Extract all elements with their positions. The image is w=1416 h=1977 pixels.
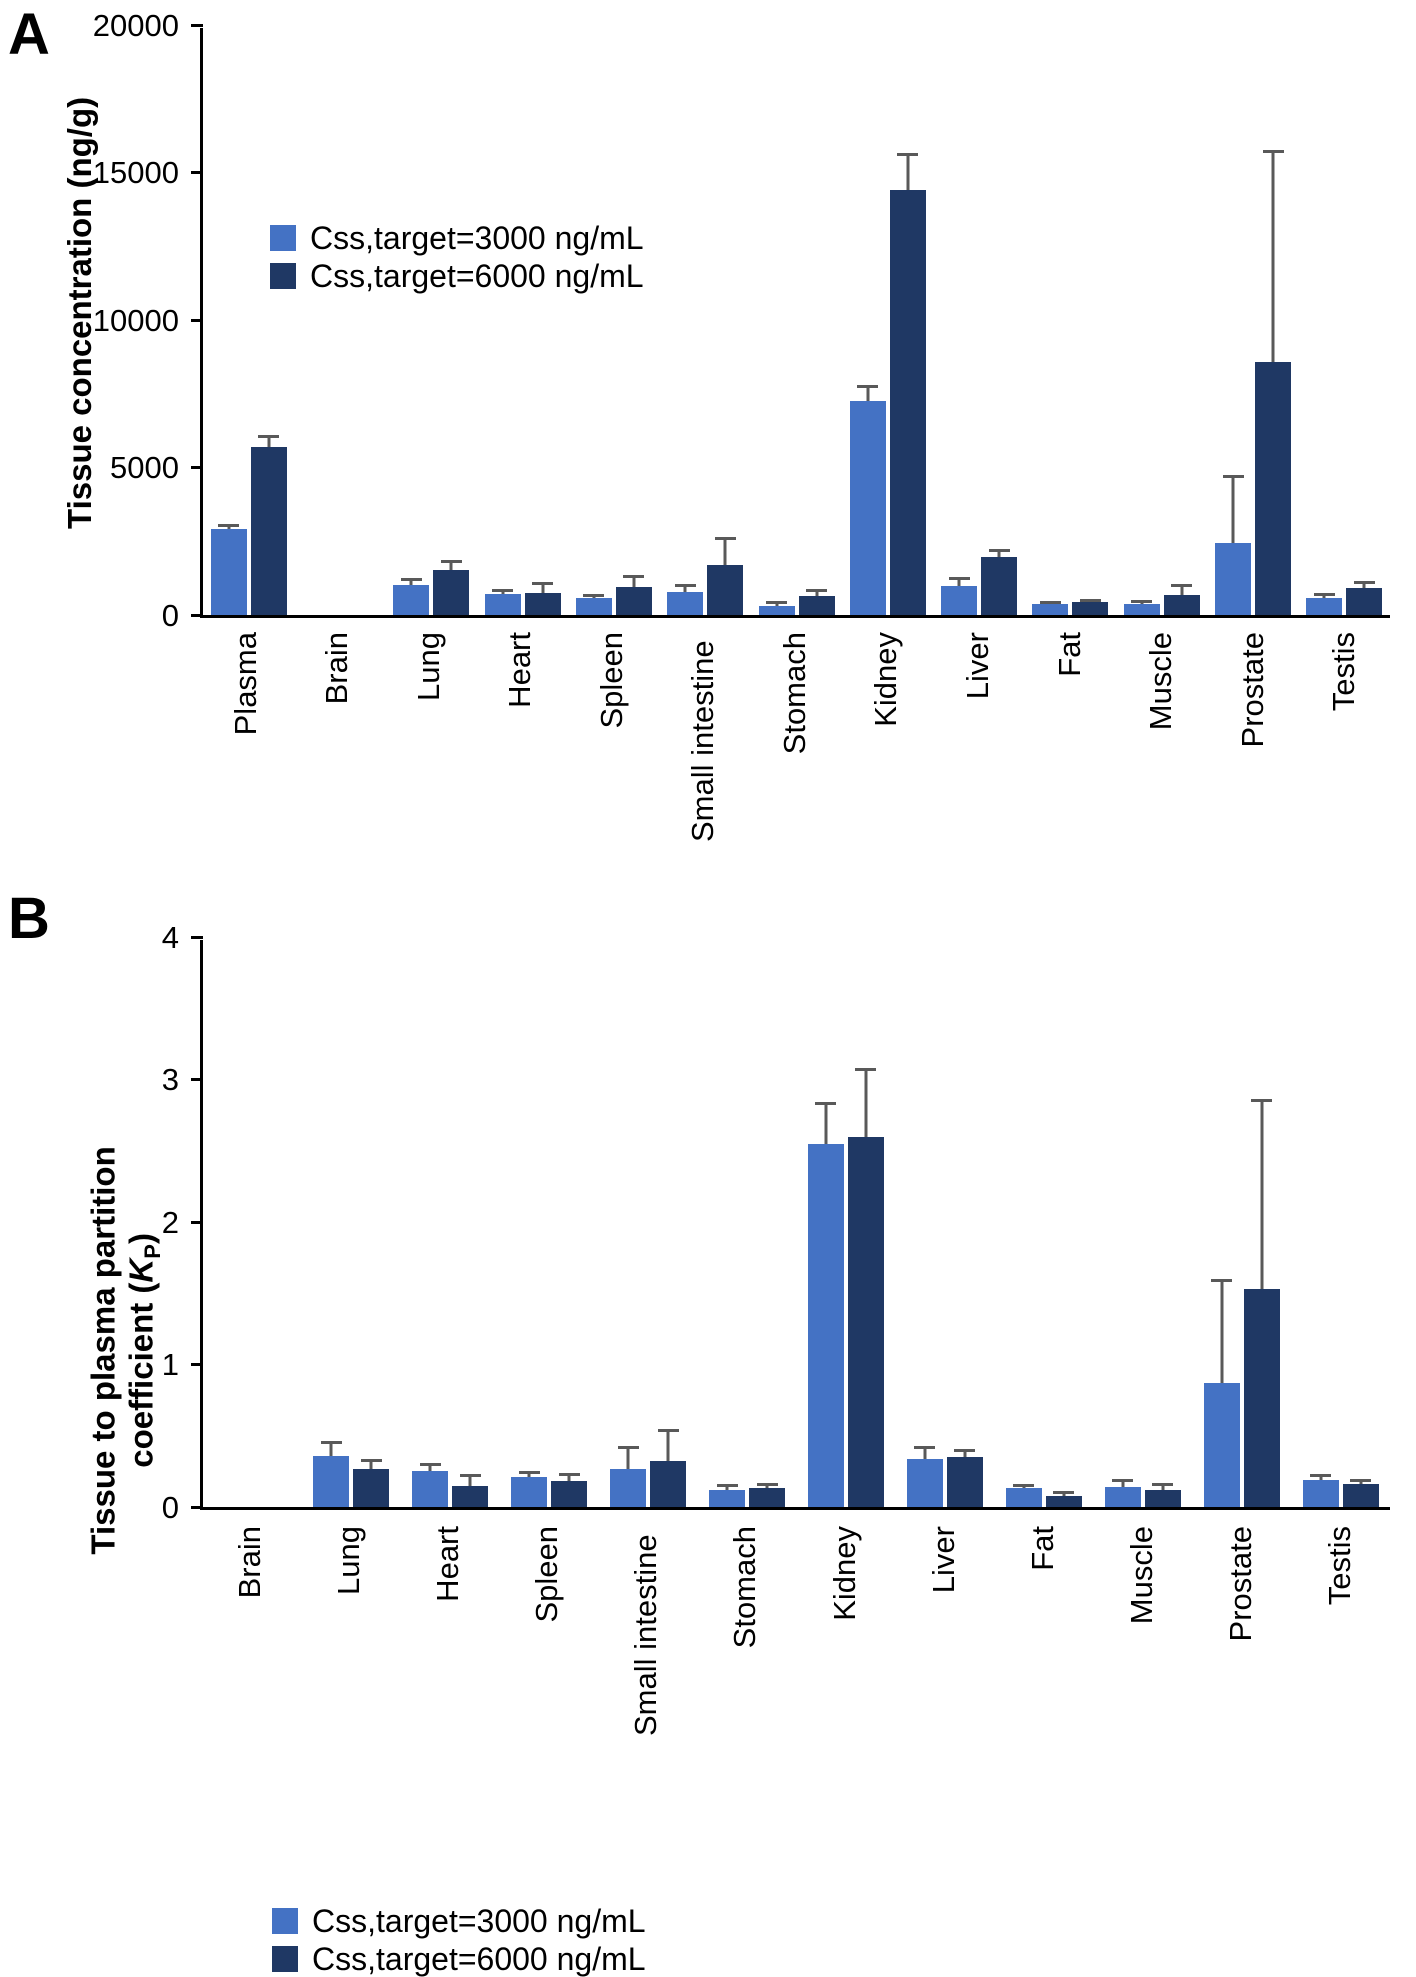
error-bar: [627, 1446, 630, 1469]
error-bar: [1121, 1479, 1124, 1488]
bar: [1164, 595, 1200, 615]
error-bar: [1232, 475, 1235, 543]
error-bar: [632, 575, 635, 587]
bar-group: [500, 940, 599, 1507]
error-bar: [726, 1484, 729, 1490]
bar-group: [203, 28, 294, 615]
bar-wrapper: [610, 940, 646, 1507]
error-bar: [429, 1463, 432, 1472]
x-tick-label: Lung: [410, 632, 446, 701]
x-tick-label-cell: [1115, 626, 1207, 856]
y-tick-label: 1: [161, 1347, 179, 1382]
bar-wrapper: [749, 940, 785, 1507]
x-tick-label: Heart: [502, 632, 538, 708]
bar: [1255, 362, 1291, 615]
error-bar: [1180, 584, 1183, 596]
error-bar: [775, 601, 778, 606]
bar-wrapper: [667, 28, 703, 615]
x-tick-label: Liver: [959, 632, 995, 700]
error-bar: [1089, 599, 1092, 602]
bar-group: [294, 28, 385, 615]
bar: [1046, 1496, 1082, 1507]
bar-wrapper: [850, 28, 886, 615]
bar: [667, 592, 703, 615]
x-tick-label: Liver: [925, 1526, 961, 1594]
error-bar: [1062, 1491, 1065, 1495]
bar: [353, 1469, 389, 1507]
panel-a-x-tick-labels: [200, 626, 1390, 856]
bar-group: [1299, 28, 1390, 615]
y-tick-mark: [191, 1221, 203, 1224]
bar-wrapper: [313, 940, 349, 1507]
bar-group: [842, 28, 933, 615]
error-bar: [1323, 593, 1326, 598]
error-bar: [963, 1449, 966, 1458]
bar-group: [1291, 940, 1390, 1507]
y-tick-mark: [191, 936, 203, 939]
bar-wrapper: [707, 28, 743, 615]
x-tick-label: Muscle: [1143, 632, 1179, 731]
bar-group: [660, 28, 751, 615]
bar: [890, 190, 926, 615]
x-tick-label-cell: [1298, 626, 1390, 856]
bar-group: [1093, 940, 1192, 1507]
bar-wrapper: [907, 940, 943, 1507]
x-tick-label: Testis: [1322, 1526, 1358, 1606]
bar-wrapper: [981, 28, 1017, 615]
error-bar: [1319, 1474, 1322, 1480]
bar: [551, 1481, 587, 1507]
bar-wrapper: [452, 940, 488, 1507]
x-tick-label: Brain: [319, 632, 355, 705]
error-bar: [667, 1429, 670, 1462]
y-tick-mark: [191, 1363, 203, 1366]
bar: [576, 598, 612, 615]
bar: [759, 606, 795, 615]
x-tick-label-cell: [1291, 1520, 1390, 1750]
bar-wrapper: [1072, 28, 1108, 615]
bar-wrapper: [1204, 940, 1240, 1507]
x-tick-label-cell: [1092, 1520, 1191, 1750]
bar-wrapper: [890, 28, 926, 615]
bar-wrapper: [214, 940, 250, 1507]
x-tick-label-cell: [200, 626, 292, 856]
bar-group: [477, 28, 568, 615]
legend-swatch: [270, 263, 296, 289]
x-tick-label: Heart: [429, 1526, 465, 1602]
bar-wrapper: [302, 28, 338, 615]
panel-b-legend: [272, 1905, 646, 1975]
bar: [1072, 602, 1108, 615]
bar-wrapper: [1255, 28, 1291, 615]
x-tick-label: Kidney: [826, 1526, 862, 1621]
error-bar: [906, 153, 909, 190]
bar-group: [1207, 28, 1298, 615]
panel-a-legend: [270, 222, 644, 292]
legend-item: [270, 222, 644, 254]
error-bar: [501, 589, 504, 594]
bar: [511, 1477, 547, 1507]
bar: [981, 557, 1017, 615]
bar: [393, 585, 429, 615]
bar: [848, 1137, 884, 1508]
bar-wrapper: [1164, 28, 1200, 615]
bar: [1145, 1490, 1181, 1507]
error-bar: [815, 589, 818, 595]
bar-group: [1025, 28, 1116, 615]
bar: [947, 1457, 983, 1507]
x-tick-label-cell: [993, 1520, 1092, 1750]
bar: [485, 594, 521, 615]
x-tick-label: Stomach: [727, 1526, 763, 1649]
y-tick-mark: [191, 24, 203, 27]
bar-group: [797, 940, 896, 1507]
x-tick-label-cell: [749, 626, 841, 856]
bar-wrapper: [485, 28, 521, 615]
bar-group: [1192, 940, 1291, 1507]
error-bar: [1140, 600, 1143, 604]
x-tick-label-cell: [894, 1520, 993, 1750]
bar-wrapper: [616, 28, 652, 615]
bar-wrapper: [1032, 28, 1068, 615]
bar: [941, 586, 977, 616]
bar-wrapper: [551, 940, 587, 1507]
bar: [313, 1456, 349, 1507]
legend-item: [270, 260, 644, 292]
y-tick-label: 0: [161, 597, 179, 633]
x-tick-label: Plasma: [227, 632, 263, 736]
error-bar: [866, 385, 869, 402]
legend-item: [272, 1943, 646, 1975]
error-bar: [469, 1474, 472, 1485]
y-tick-mark: [191, 1506, 203, 1509]
x-tick-label-cell: [932, 626, 1024, 856]
bar-wrapper: [1343, 940, 1379, 1507]
bar-wrapper: [650, 940, 686, 1507]
bar: [211, 529, 247, 615]
bar-wrapper: [393, 28, 429, 615]
x-tick-label-cell: [696, 1520, 795, 1750]
bar-wrapper: [251, 28, 287, 615]
bar-wrapper: [1124, 28, 1160, 615]
error-bar: [330, 1441, 333, 1455]
bar: [850, 401, 886, 615]
bar-wrapper: [254, 940, 290, 1507]
error-bar: [592, 594, 595, 598]
x-tick-label: Lung: [330, 1526, 366, 1595]
legend-label: Css,target=3000 ng/mL: [312, 1903, 646, 1939]
panel-a-plot-area: [92, 7, 1390, 633]
bar: [749, 1488, 785, 1507]
error-bar: [1220, 1279, 1223, 1383]
y-tick-mark: [191, 171, 203, 174]
error-bar: [824, 1102, 827, 1143]
y-tick-label: 2: [161, 1204, 179, 1240]
error-bar: [227, 524, 230, 529]
x-tick-label: Spleen: [593, 632, 629, 729]
bar-wrapper: [342, 28, 378, 615]
bar-wrapper: [353, 940, 389, 1507]
error-bar: [1363, 581, 1366, 587]
y-tick-label: 4: [161, 919, 179, 955]
error-bar: [1272, 150, 1275, 362]
x-tick-label-cell: [475, 626, 567, 856]
x-tick-label-cell: [200, 1520, 299, 1750]
error-bar: [1161, 1483, 1164, 1490]
bar-wrapper: [1105, 940, 1141, 1507]
bar-group: [698, 940, 797, 1507]
bar-wrapper: [808, 940, 844, 1507]
bar: [1105, 1487, 1141, 1507]
bar-wrapper: [1303, 940, 1339, 1507]
error-bar: [1022, 1484, 1025, 1488]
bar-wrapper: [941, 28, 977, 615]
y-tick-label: 0: [161, 1489, 179, 1525]
bar: [707, 565, 743, 615]
x-tick-label-cell: [658, 626, 750, 856]
bar-wrapper: [211, 28, 247, 615]
bar: [907, 1459, 943, 1507]
bar: [1006, 1488, 1042, 1507]
bar-wrapper: [511, 940, 547, 1507]
bar-group: [302, 940, 401, 1507]
bar-group: [934, 28, 1025, 615]
bar: [1346, 588, 1382, 615]
error-bar: [370, 1459, 373, 1469]
x-tick-label: Spleen: [529, 1526, 564, 1623]
y-tick-mark: [191, 466, 203, 469]
y-tick-label: 3: [161, 1062, 179, 1097]
bar-group: [994, 940, 1093, 1507]
panel-a-bars: [203, 28, 1390, 615]
bar-wrapper: [947, 940, 983, 1507]
x-tick-label-cell: [1192, 1520, 1291, 1750]
x-tick-label-cell: [398, 1520, 497, 1750]
bar: [1303, 1480, 1339, 1507]
x-tick-label: Muscle: [1123, 1526, 1159, 1625]
x-tick-label-cell: [795, 1520, 894, 1750]
bar-wrapper: [433, 28, 469, 615]
bar-group: [203, 940, 302, 1507]
bar: [412, 1471, 448, 1507]
error-bar: [923, 1446, 926, 1459]
x-tick-label-cell: [383, 626, 475, 856]
bar: [433, 570, 469, 615]
bar-wrapper: [759, 28, 795, 615]
panel-a-y-axis-label: Tissue concentration (ng/g): [61, 96, 99, 529]
x-tick-label-cell: [841, 626, 933, 856]
legend-label: Css,target=6000 ng/mL: [310, 258, 644, 294]
bar: [452, 1486, 488, 1507]
bar-group: [895, 940, 994, 1507]
bar: [799, 596, 835, 615]
error-bar: [724, 537, 727, 565]
bar: [808, 1144, 844, 1507]
y-tick-label: 20000: [92, 7, 179, 43]
bar: [1124, 604, 1160, 616]
error-bar: [528, 1471, 531, 1477]
bar-group: [751, 28, 842, 615]
legend-label: Css,target=3000 ng/mL: [310, 220, 644, 256]
bar-wrapper: [1215, 28, 1251, 615]
legend-label: Css,target=6000 ng/mL: [312, 1941, 646, 1977]
y-tick-label: 10000: [92, 302, 179, 338]
error-bar: [1359, 1479, 1362, 1485]
bar: [1032, 604, 1068, 615]
bar-wrapper: [848, 940, 884, 1507]
y-tick-mark: [191, 1078, 203, 1081]
x-tick-label: Small intestine: [628, 1534, 664, 1736]
bar-wrapper: [1244, 940, 1280, 1507]
panel-b-bars: [203, 940, 1390, 1507]
bar: [1215, 543, 1251, 615]
error-bar: [541, 582, 544, 592]
panel-b-x-tick-labels: [200, 1520, 1390, 1750]
bar-wrapper: [1046, 940, 1082, 1507]
x-tick-label: Prostate: [1223, 1526, 1259, 1642]
bar-wrapper: [1006, 940, 1042, 1507]
panel-b-y-axis-label: Tissue to plasma partition coefficient $(K_P)$: [84, 1146, 166, 1555]
bar-wrapper: [1306, 28, 1342, 615]
error-bar: [864, 1068, 867, 1136]
error-bar: [684, 584, 687, 592]
x-tick-label: Brain: [231, 1526, 267, 1599]
bar: [1244, 1289, 1280, 1507]
x-tick-label: Prostate: [1234, 632, 1270, 748]
x-tick-label: Small intestine: [685, 640, 721, 842]
y-tick-mark: [191, 319, 203, 322]
y-tick-label: 5000: [110, 450, 179, 485]
bar-group: [401, 940, 500, 1507]
bar-group: [386, 28, 477, 615]
bar-group: [568, 28, 659, 615]
legend-item: [272, 1905, 646, 1937]
bar-wrapper: [576, 28, 612, 615]
y-tick-mark: [191, 614, 203, 617]
bar-group: [1116, 28, 1207, 615]
x-tick-label-cell: [566, 626, 658, 856]
x-tick-label: Fat: [1051, 632, 1087, 677]
panel-b: [0, 880, 1416, 1977]
bar-wrapper: [1346, 28, 1382, 615]
bar: [251, 447, 287, 615]
panel-b-plot-area: [161, 919, 1390, 1525]
x-tick-label-cell: [1207, 626, 1299, 856]
bar: [1343, 1484, 1379, 1507]
bar: [709, 1490, 745, 1507]
panel-a: [0, 0, 1416, 880]
error-bar: [998, 549, 1001, 558]
error-bar: [958, 577, 961, 585]
x-tick-label-cell: [292, 626, 384, 856]
legend-swatch: [272, 1908, 298, 1934]
bar: [1306, 598, 1342, 615]
x-tick-label: Stomach: [776, 632, 812, 755]
bar-wrapper: [799, 28, 835, 615]
x-tick-label: Fat: [1024, 1526, 1060, 1571]
bar-wrapper: [1145, 940, 1181, 1507]
legend-swatch: [272, 1946, 298, 1972]
y-tick-label: 15000: [92, 155, 179, 190]
error-bar: [450, 560, 453, 569]
bar-wrapper: [709, 940, 745, 1507]
bar: [610, 1469, 646, 1507]
error-bar: [1260, 1099, 1263, 1289]
x-tick-label-cell: [597, 1520, 696, 1750]
error-bar: [1049, 601, 1052, 604]
bar-wrapper: [412, 940, 448, 1507]
bar: [525, 593, 561, 615]
error-bar: [267, 435, 270, 448]
bar-wrapper: [525, 28, 561, 615]
legend-swatch: [270, 225, 296, 251]
error-bar: [410, 578, 413, 585]
x-tick-label: Testis: [1326, 632, 1362, 712]
x-tick-label: Kidney: [868, 632, 904, 727]
error-bar: [766, 1483, 769, 1489]
bar-group: [599, 940, 698, 1507]
bar: [616, 587, 652, 615]
bar: [1204, 1383, 1240, 1507]
x-tick-label-cell: [497, 1520, 596, 1750]
x-tick-label-cell: [299, 1520, 398, 1750]
panel-a-letter: A: [8, 2, 50, 67]
error-bar: [568, 1473, 571, 1482]
x-tick-label-cell: [1024, 626, 1116, 856]
panel-b-letter: B: [8, 886, 50, 951]
bar: [650, 1461, 686, 1507]
